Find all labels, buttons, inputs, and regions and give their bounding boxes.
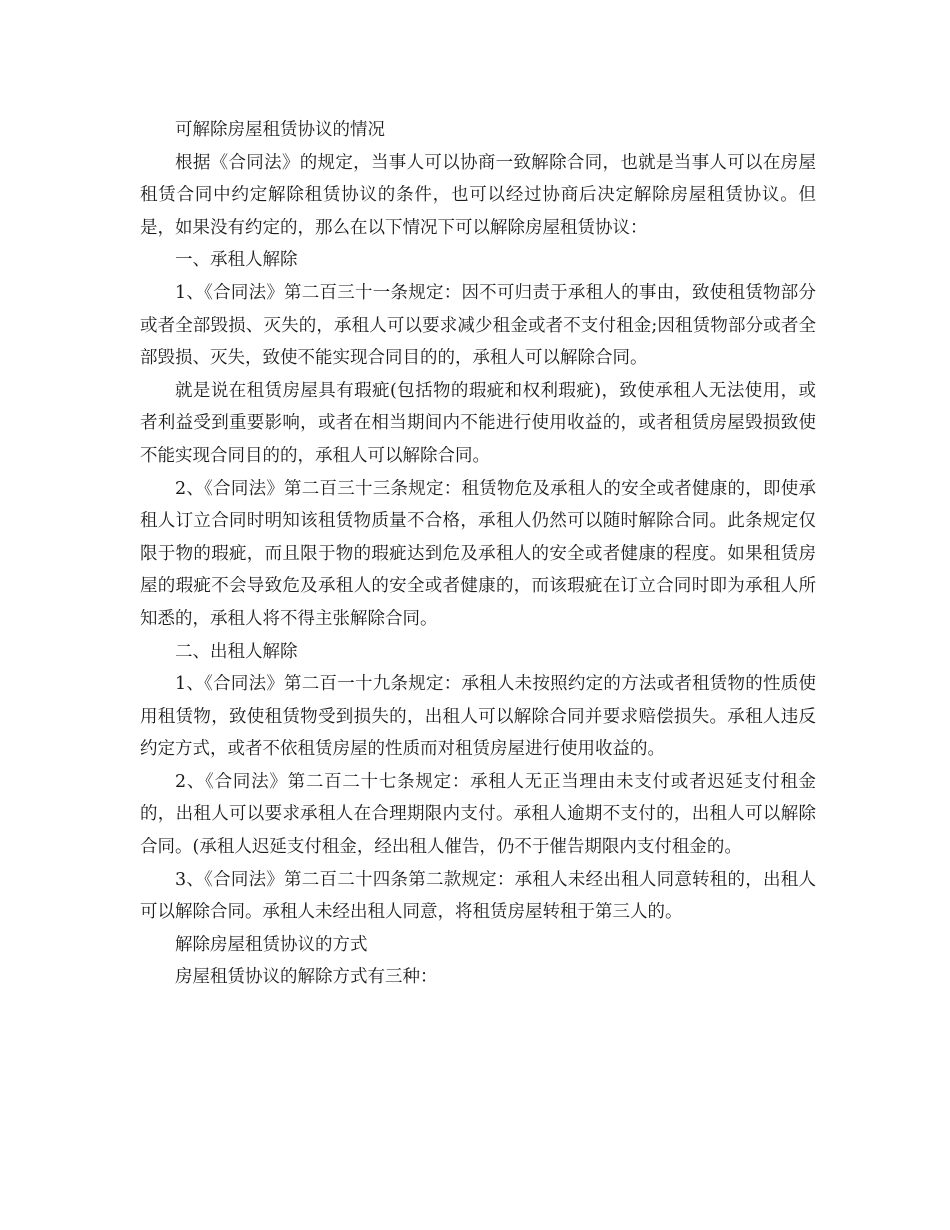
paragraph-article-231: 1、《合同法》第二百三十一条规定：因不可归责于承租人的事由，致使租赁物部分或者全部毁损、灭失的，承租人可以要求减少租金或者不支付租金;因租赁物部分或者全部毁损、灭失，致使不能实现合同目的的，承租人可以解除合同。 [140, 282, 816, 369]
paragraph-article-233: 2、《合同法》第二百三十三条规定：租赁物危及承租人的安全或者健康的，即使承租人订立合同时明知该租赁物质量不合格，承租人仍然可以随时解除合同。此条规定仅限于物的瑕疵，而且限于物的瑕疵达到危及承租人的安全或者健康的程度。如果租赁房屋的瑕疵不会导致危及承租人的安全或者健康的，而该瑕疵在订立合同时即为承租人所知悉的，承租人将不得主张解除合同。 [140, 478, 816, 629]
paragraph-article-227: 2、《合同法》第二百二十七条规定：承租人无正当理由未支付或者迟延支付租金的，出租人可以要求承租人在合理期限内支付。承租人逾期不支付的，出租人可以解除合同。(承租人迟延支付租金，经出租人催告，仍不于催告期限内支付租金的。 [140, 771, 816, 858]
paragraph-explanation: 就是说在租赁房屋具有瑕疵(包括物的瑕疵和权利瑕疵)，致使承租人无法使用，或者利益受到重要影响，或者在相当期间内不能进行使用收益的，或者租赁房屋毁损致使不能实现合同目的的，承租人可以解除合同。 [140, 380, 816, 466]
document-body [140, 114, 816, 994]
section-heading-lessor-rescission: 二、出租人解除 [175, 641, 298, 662]
paragraph-intro: 根据《合同法》的规定，当事人可以协商一致解除合同，也就是当事人可以在房屋租赁合同中约定解除租赁协议的条件，也可以经过协商后决定解除房屋租赁协议。但是，如果没有约定的，那么在以下情况下可以解除房屋租赁协议： [140, 152, 816, 238]
paragraph-article-224: 3、《合同法》第二百二十四条第二款规定：承租人未经出租人同意转租的，出租人可以解除合同。承租人未经出租人同意，将租赁房屋转租于第三人的。 [140, 869, 816, 923]
paragraph-methods-intro: 房屋租赁协议的解除方式有三种： [175, 967, 438, 988]
section-heading-lessee-rescission: 一、承租人解除 [175, 250, 298, 271]
section-heading-rescindable-cases: 可解除房屋租赁协议的情况 [175, 120, 385, 140]
section-heading-rescission-methods: 解除房屋租赁协议的方式 [175, 934, 368, 955]
paragraph-article-219: 1、《合同法》第二百一十九条规定：承租人未按照约定的方法或者租赁物的性质使用租赁物，致使租赁物受到损失的，出租人可以解除合同并要求赔偿损失。承租人违反约定方式，或者不依租赁房屋的性质而对租赁房屋进行使用收益的。 [140, 674, 816, 760]
